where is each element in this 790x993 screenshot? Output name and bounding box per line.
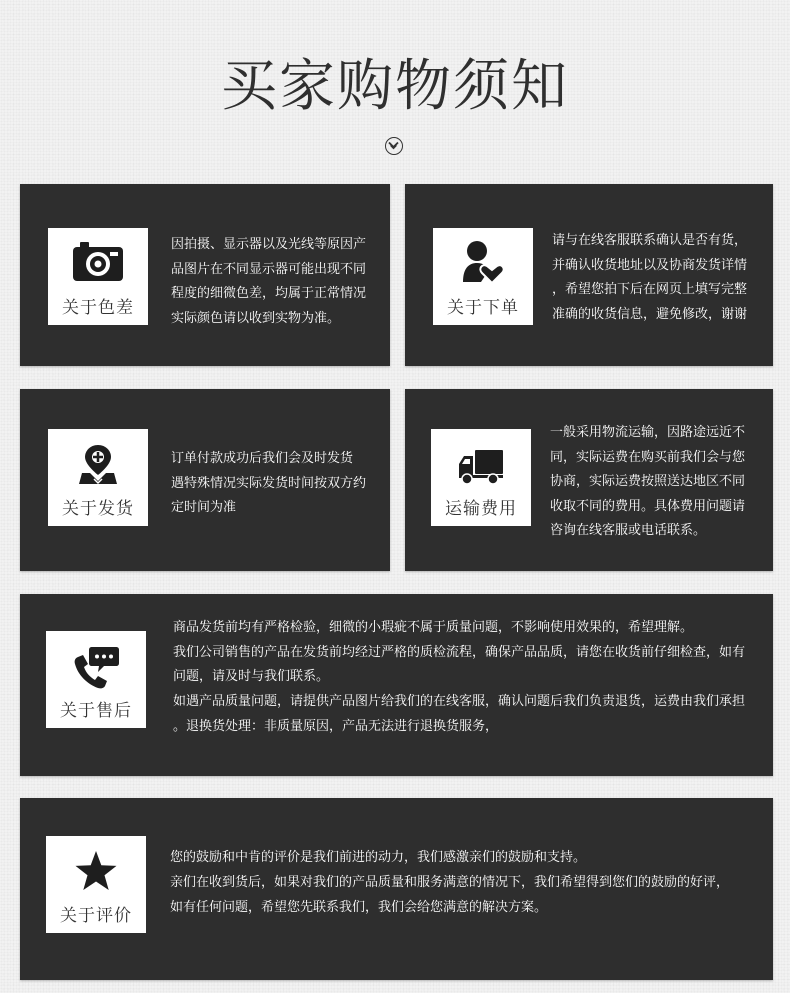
text-line: 同，实际运费在购买前我们会与您 [550, 449, 746, 465]
text-line: 遇特殊情况实际发货时间按双方约 [171, 475, 367, 491]
section-label: 关于发货 [62, 499, 134, 519]
page-title: 买家购物须知 [221, 54, 569, 119]
truck-icon [431, 449, 531, 485]
section-label: 关于评价 [60, 906, 132, 926]
text-line: 品图片在不同显示器可能出现不同 [171, 261, 367, 277]
section-color-difference [20, 184, 390, 366]
section-text [170, 845, 729, 920]
map-pin-icon [48, 443, 148, 485]
text-line: 我们公司销售的产品在发货前均经过严格的质检流程，确保产品品质，请您在收货前仔细检查，如有 [173, 644, 746, 660]
section-label: 关于下单 [447, 298, 519, 318]
section-ordering [405, 184, 773, 366]
text-line: 实际颜色请以收到实物为准。 [171, 310, 341, 326]
section-after-sales [20, 594, 773, 776]
text-line: 准确的收货信息，避免修改，谢谢 [552, 306, 748, 322]
section-card [46, 836, 146, 933]
section-reviews [20, 798, 773, 980]
camera-icon [48, 242, 148, 282]
text-line: 亲们在收到货后，如果对我们的产品质量和服务满意的情况下，我们希望得到您们的鼓励的好评， [170, 875, 730, 890]
text-line: 商品发货前均有严格检验，细微的小瑕疵不属于质量问题，不影响使用效果的，希望理解。 [173, 620, 694, 635]
section-card [431, 429, 531, 526]
text-line: 问题，请及时与我们联系。 [173, 669, 330, 685]
text-line: 您的鼓励和中肯的评价是我们前进的动力，我们感激亲们的鼓励和支持。 [170, 850, 587, 865]
chevron-down-icon [388, 141, 399, 151]
text-line: 订单付款成功后我们会及时发货 [171, 451, 354, 466]
user-heart-icon [433, 240, 533, 284]
text-line: 如有任何问题，希望您先联系我们，我们会给您满意的解决方案。 [170, 900, 548, 915]
section-card [433, 228, 533, 325]
section-text [552, 229, 747, 327]
text-line: 协商，实际运费按照送达地区不同 [550, 474, 746, 489]
text-line: 定时间为准 [171, 500, 237, 515]
section-text [171, 447, 366, 521]
section-label: 关于色差 [62, 298, 134, 318]
section-text [173, 616, 745, 740]
section-text [171, 233, 366, 331]
text-line: 一般采用物流运输，因路途远近不 [550, 425, 746, 440]
text-line: 咨询在线客服或电话联系。 [550, 523, 707, 538]
phone-chat-icon [46, 645, 146, 689]
section-shipping [20, 389, 390, 571]
text-line: 如遇产品质量问题，请提供产品图片给我们的在线客服，确认问题后我们负责退货，运费由我们承担 [173, 694, 746, 710]
star-icon [46, 850, 146, 892]
section-freight [405, 389, 773, 571]
section-label: 关于售后 [60, 701, 132, 721]
section-card [48, 228, 148, 325]
text-line: 。退换货处理：非质量原因，产品无法进行退换货服务， [173, 718, 499, 734]
text-line: 并确认收货地址以及协商发货详情 [552, 257, 748, 273]
text-line: 请与在线客服联系确认是否有货， [552, 233, 748, 248]
text-line: 因拍摄、显示器以及光线等原因产 [171, 237, 367, 252]
scroll-down-button[interactable] [385, 137, 403, 155]
section-text [550, 421, 745, 544]
section-card [48, 429, 148, 526]
text-line: 程度的细微色差，均属于正常情况 [171, 286, 367, 301]
section-card [46, 631, 146, 728]
text-line: ，希望您拍下后在网页上填写完整 [552, 282, 748, 297]
section-label: 运输费用 [445, 499, 517, 519]
text-line: 收取不同的费用。具体费用问题请 [550, 498, 746, 514]
